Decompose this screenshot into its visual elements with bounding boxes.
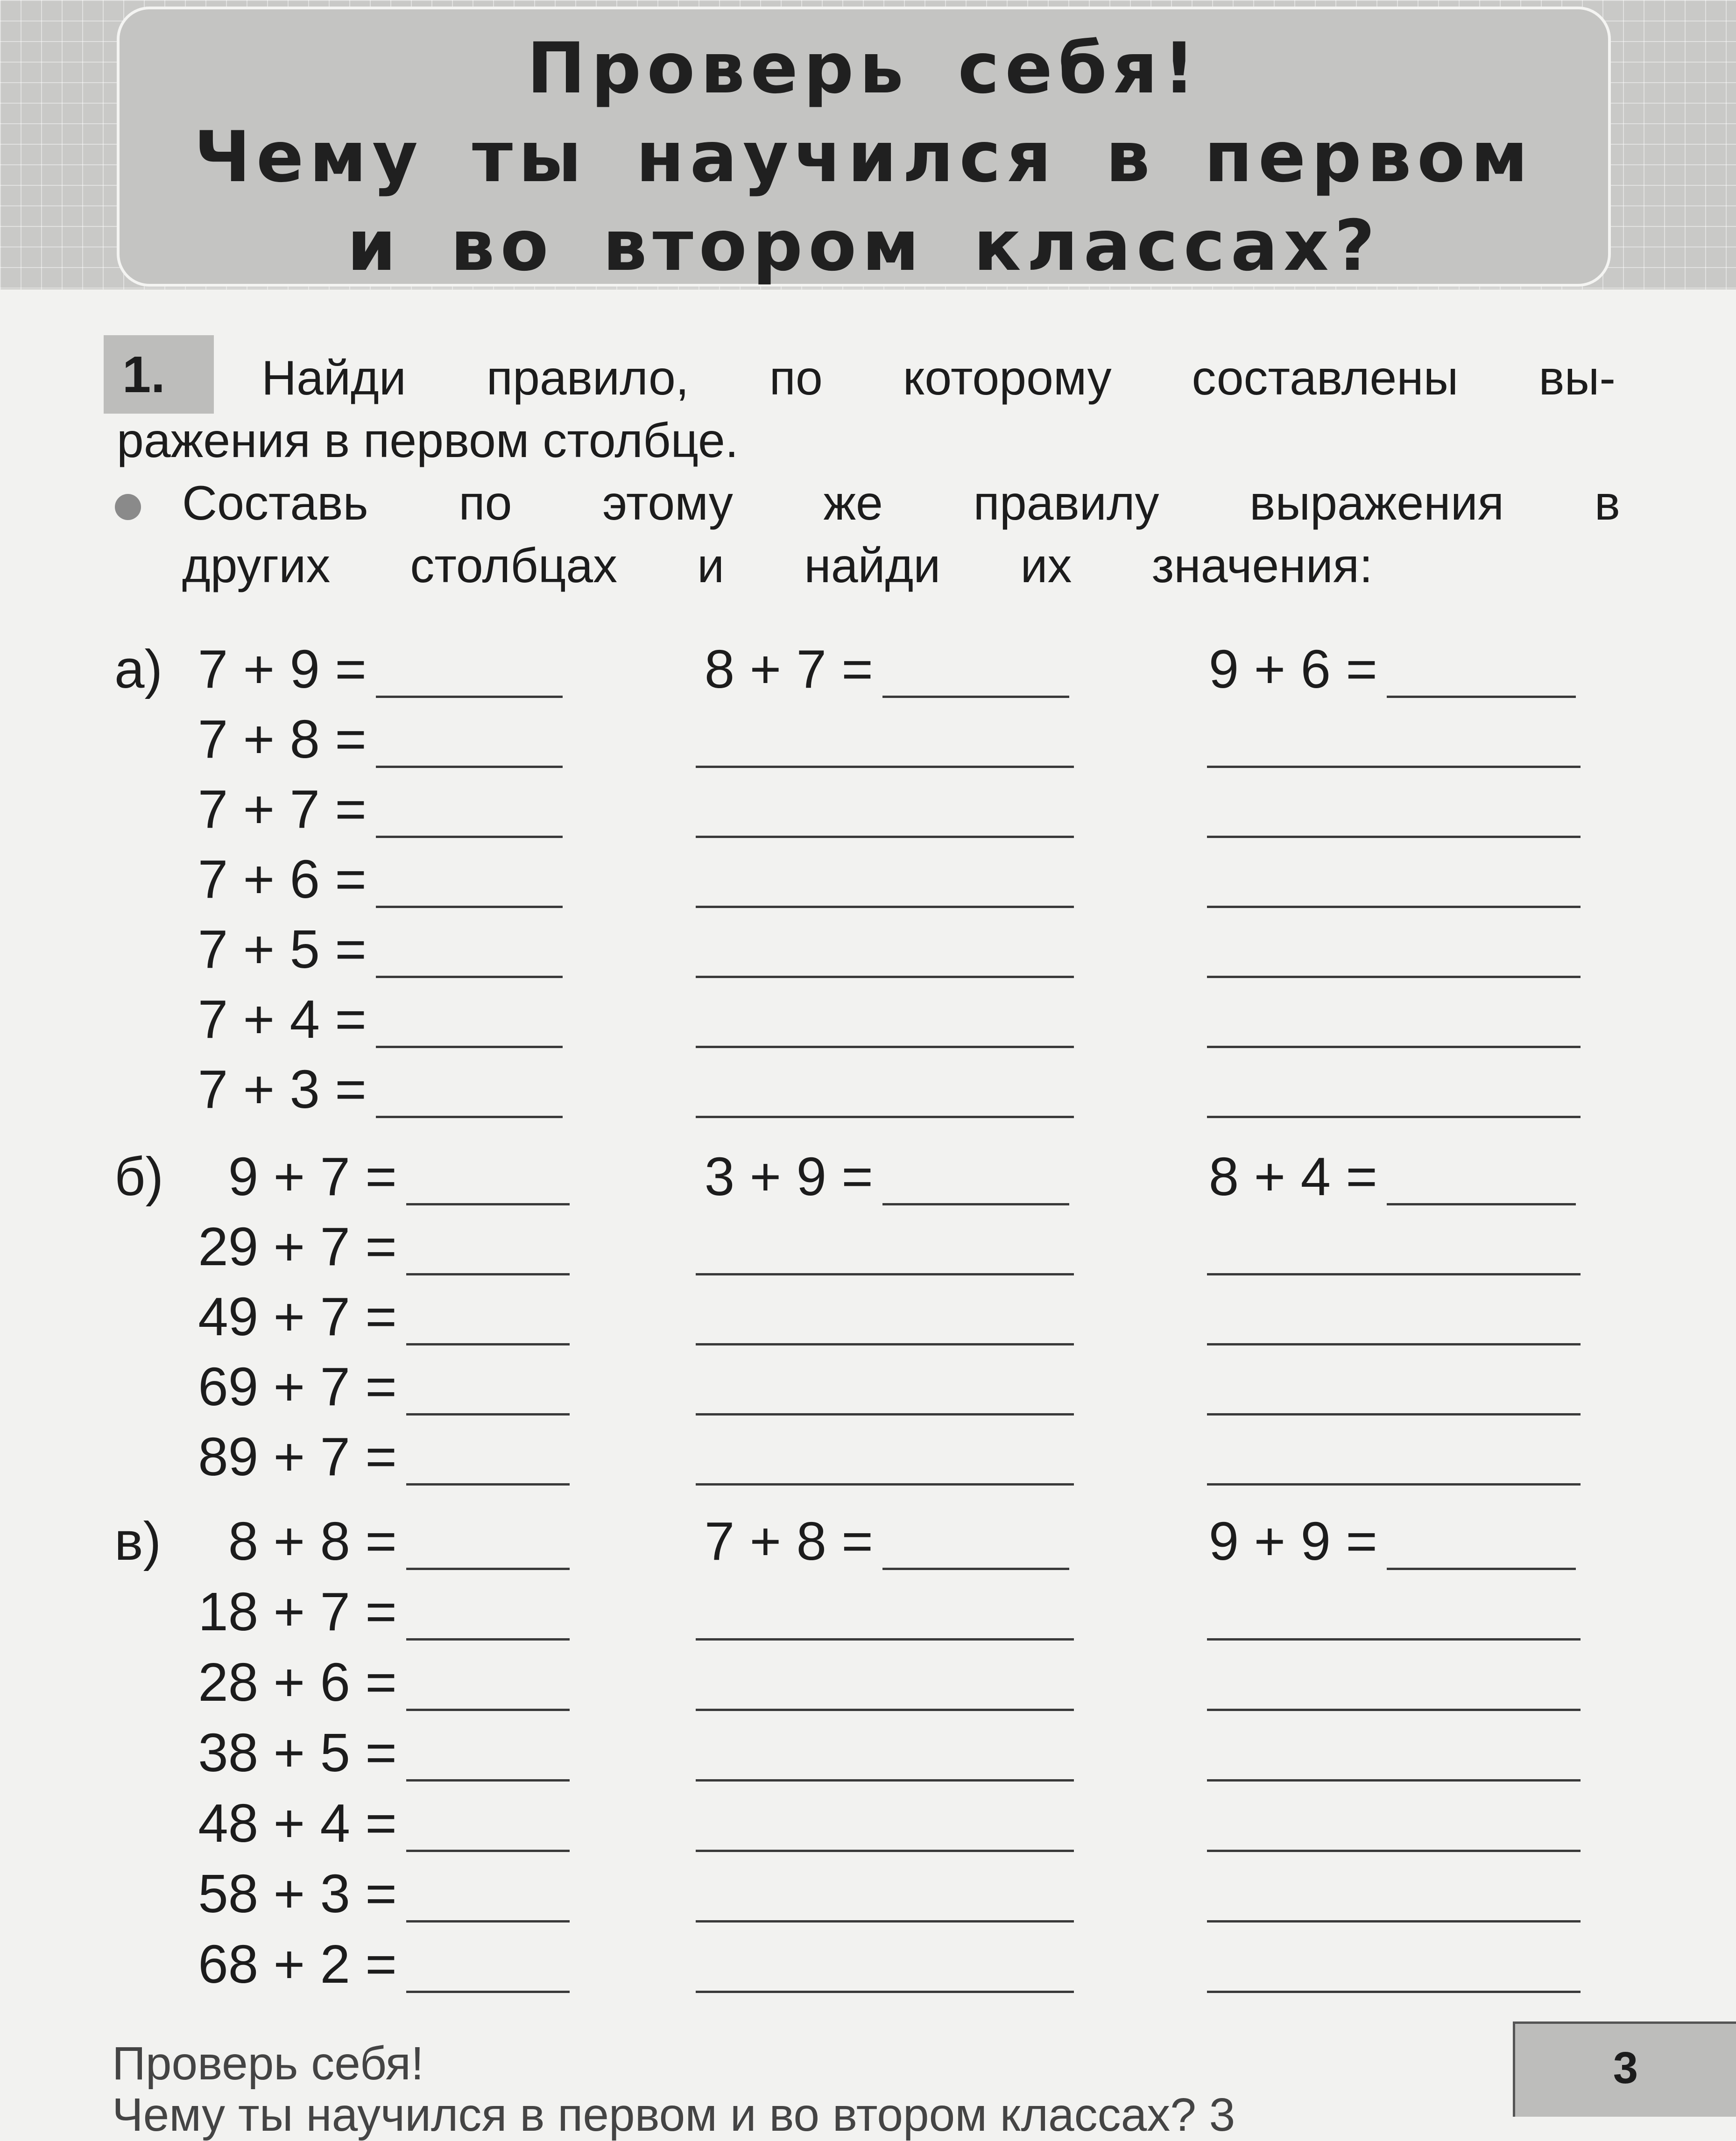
expression: 68 + 2 = (198, 1934, 397, 1994)
answer-blank[interactable] (376, 836, 563, 838)
answer-blank[interactable] (696, 766, 1074, 768)
expression: 7 + 3 = (198, 1059, 367, 1120)
answer-blank[interactable] (696, 1273, 1074, 1275)
answer-blank[interactable] (406, 1413, 570, 1416)
expression: 58 + 3 = (198, 1863, 397, 1924)
footer-title: Проверь себя! (112, 2037, 424, 2090)
answer-blank[interactable] (696, 1343, 1074, 1345)
answer-blank[interactable] (696, 1920, 1074, 1923)
answer-blank[interactable] (406, 1483, 570, 1486)
answer-blank[interactable] (1207, 1046, 1581, 1048)
bullet-icon (115, 494, 141, 520)
answer-blank[interactable] (1207, 1709, 1581, 1711)
expression: 7 + 9 = (198, 639, 367, 699)
answer-blank[interactable] (406, 1991, 570, 1993)
expression: 7 + 8 = (704, 1511, 873, 1571)
answer-blank[interactable] (1207, 1638, 1581, 1641)
answer-blank[interactable] (406, 1568, 570, 1570)
header-title-line1: Проверь себя! (527, 28, 1201, 109)
answer-blank[interactable] (882, 1203, 1069, 1205)
expression: 8 + 7 = (704, 639, 873, 699)
expression: 7 + 4 = (198, 989, 367, 1049)
answer-blank[interactable] (1207, 766, 1581, 768)
answer-blank[interactable] (1387, 696, 1576, 698)
expression: 8 + 8 = (228, 1511, 397, 1571)
answer-blank[interactable] (696, 1046, 1074, 1048)
expression: 29 + 7 = (198, 1216, 397, 1277)
expression: 89 + 7 = (198, 1426, 397, 1487)
answer-blank[interactable] (1207, 1273, 1581, 1275)
answer-blank[interactable] (1207, 1483, 1581, 1486)
header-title-line3: и во втором классах? (347, 205, 1381, 287)
answer-blank[interactable] (1207, 1850, 1581, 1852)
answer-blank[interactable] (376, 1116, 563, 1118)
expression: 7 + 7 = (198, 779, 367, 839)
answer-blank[interactable] (696, 1638, 1074, 1641)
answer-blank[interactable] (696, 1850, 1074, 1852)
answer-blank[interactable] (882, 696, 1069, 698)
expression: 9 + 6 = (1208, 639, 1377, 699)
footer-cut-line: Чему ты научился в первом и во втором классах? 3 (112, 2089, 1235, 2141)
answer-blank[interactable] (696, 1779, 1074, 1782)
answer-blank[interactable] (1207, 1779, 1581, 1782)
expression: 7 + 8 = (198, 709, 367, 769)
answer-blank[interactable] (376, 766, 563, 768)
answer-blank[interactable] (406, 1343, 570, 1345)
answer-blank[interactable] (696, 976, 1074, 978)
task-bullet-line1: Составь по этому же правилу выражения в (182, 476, 1620, 530)
answer-blank[interactable] (376, 976, 563, 978)
expression: 38 + 5 = (198, 1722, 397, 1783)
expression: 49 + 7 = (198, 1286, 397, 1347)
expression: 7 + 5 = (198, 919, 367, 979)
answer-blank[interactable] (406, 1203, 570, 1205)
header-box (117, 7, 1611, 287)
header-title-line2: Чему ты научился в первом (194, 117, 1534, 198)
expression: 3 + 9 = (704, 1146, 873, 1207)
page-number: 3 (1513, 2021, 1736, 2117)
answer-blank[interactable] (1207, 1991, 1581, 1993)
answer-blank[interactable] (406, 1709, 570, 1711)
answer-blank[interactable] (406, 1273, 570, 1275)
answer-blank[interactable] (696, 1483, 1074, 1486)
answer-blank[interactable] (696, 1413, 1074, 1416)
answer-blank[interactable] (696, 836, 1074, 838)
answer-blank[interactable] (696, 906, 1074, 908)
expression: 9 + 9 = (1208, 1511, 1377, 1571)
answer-blank[interactable] (376, 1046, 563, 1048)
answer-blank[interactable] (1207, 1413, 1581, 1416)
answer-blank[interactable] (376, 696, 563, 698)
expression: 7 + 6 = (198, 849, 367, 909)
answer-blank[interactable] (1207, 976, 1581, 978)
expression: 18 + 7 = (198, 1581, 397, 1642)
answer-blank[interactable] (406, 1850, 570, 1852)
expression: 48 + 4 = (198, 1793, 397, 1853)
task-text-line1: Найди правило, по которому составлены вы- (261, 351, 1616, 405)
answer-blank[interactable] (882, 1568, 1069, 1570)
section-label: а) (114, 639, 163, 699)
answer-blank[interactable] (1387, 1203, 1576, 1205)
answer-blank[interactable] (696, 1116, 1074, 1118)
answer-blank[interactable] (1207, 1116, 1581, 1118)
expression: 8 + 4 = (1208, 1146, 1377, 1207)
answer-blank[interactable] (376, 906, 563, 908)
expression: 9 + 7 = (228, 1146, 397, 1207)
answer-blank[interactable] (1207, 906, 1581, 908)
expression: 28 + 6 = (198, 1652, 397, 1712)
answer-blank[interactable] (1387, 1568, 1576, 1570)
answer-blank[interactable] (1207, 836, 1581, 838)
answer-blank[interactable] (406, 1638, 570, 1641)
answer-blank[interactable] (1207, 1920, 1581, 1923)
task-bullet-line2: других столбцах и найди их значения: (182, 539, 1373, 593)
answer-blank[interactable] (696, 1991, 1074, 1993)
answer-blank[interactable] (406, 1779, 570, 1782)
task-number: 1. (104, 335, 214, 414)
answer-blank[interactable] (1207, 1343, 1581, 1345)
section-label: б) (114, 1146, 164, 1207)
expression: 69 + 7 = (198, 1356, 397, 1417)
answer-blank[interactable] (406, 1920, 570, 1923)
answer-blank[interactable] (696, 1709, 1074, 1711)
task-text-line2: ражения в первом столбце. (117, 414, 739, 468)
section-label: в) (114, 1511, 162, 1571)
